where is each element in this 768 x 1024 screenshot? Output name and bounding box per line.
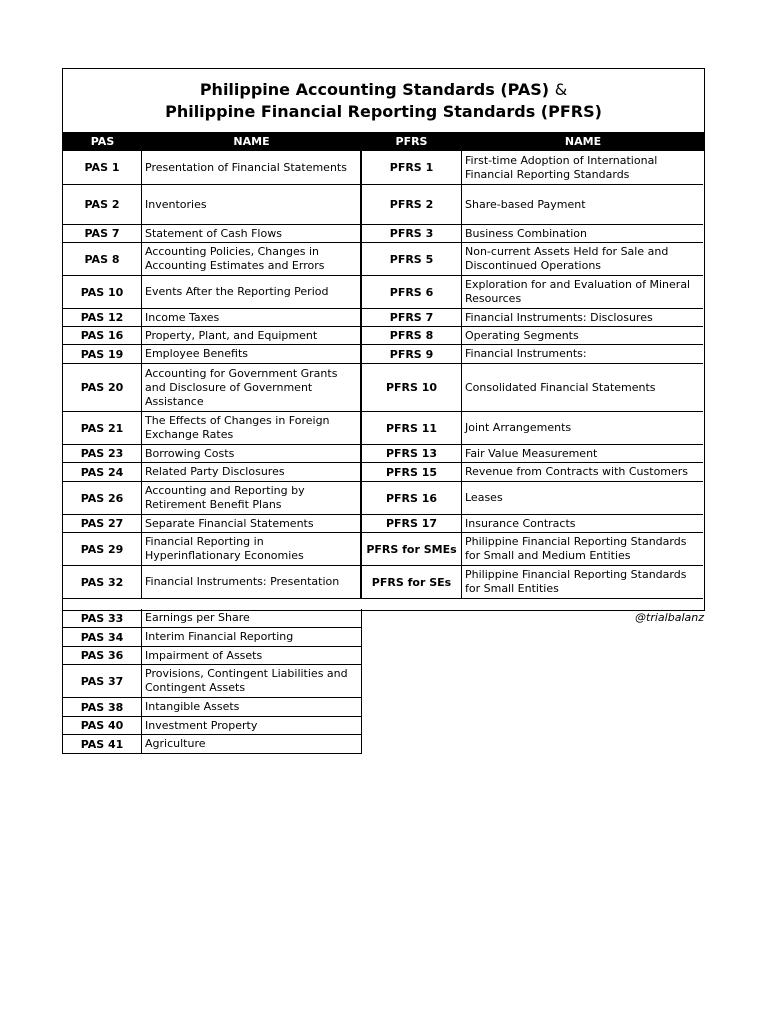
table-row <box>361 345 703 364</box>
pas-name: Investment Property <box>145 718 258 732</box>
pas-name: Agriculture <box>145 737 206 750</box>
pas-name: Financial Reporting in Hyperinflationary Economies <box>142 533 361 565</box>
table-row <box>63 609 361 628</box>
standards-table <box>62 68 705 611</box>
table-row <box>63 482 361 515</box>
table-row <box>63 515 361 533</box>
pas-code: PAS 36 <box>63 647 142 664</box>
pas-name: The Effects of Changes in Foreign Exchange Rates <box>142 412 361 444</box>
table-row <box>63 412 361 445</box>
table-row <box>361 185 703 225</box>
table-row <box>361 482 703 515</box>
table-row <box>361 364 703 412</box>
table-row <box>63 698 361 717</box>
table-row <box>63 717 361 735</box>
table-row <box>63 225 361 243</box>
table-row <box>63 665 361 698</box>
pas-name: Statement of Cash Flows <box>142 225 361 242</box>
pfrs-code: PFRS 6 <box>361 276 462 308</box>
pfrs-name: Financial Instruments: <box>465 347 587 360</box>
pas-code: PAS 33 <box>63 609 142 627</box>
pas-name: Inventories <box>142 185 361 224</box>
pfrs-name: Operating Segments <box>465 328 579 342</box>
header-pfrs-name: NAME <box>564 135 602 148</box>
pfrs-name: Philippine Financial Reporting Standards for Small and Medium Entities <box>465 535 687 562</box>
pfrs-name: Consolidated Financial Statements <box>465 380 656 394</box>
table-row <box>63 309 361 327</box>
pfrs-name: Fair Value Measurement <box>465 446 598 460</box>
pas-code: PAS 20 <box>63 364 142 411</box>
pas-code: PAS 16 <box>63 327 142 344</box>
table-row <box>63 445 361 463</box>
pfrs-code: PFRS 7 <box>361 309 462 326</box>
pas-name: Interim Financial Reporting <box>145 630 294 643</box>
pfrs-name: Revenue from Contracts with Customers <box>465 465 689 478</box>
pas-name: Provisions, Contingent Liabilities and Contingent Assets <box>145 667 348 694</box>
pas-name: Events After the Reporting Period <box>142 276 361 308</box>
pas-code: PAS 37 <box>63 665 142 697</box>
pas-code: PAS 27 <box>63 515 142 532</box>
pas-column <box>63 151 361 599</box>
pas-code: PAS 10 <box>63 276 142 308</box>
table-row <box>361 463 703 482</box>
table-row <box>63 647 361 665</box>
table-body <box>63 132 704 610</box>
table-row <box>63 243 361 276</box>
table-row <box>361 515 703 533</box>
table-row <box>63 364 361 412</box>
pfrs-name: Non-current Assets Held for Sale and Discontinued Operations <box>465 245 669 272</box>
pfrs-code: PFRS 16 <box>361 482 462 514</box>
pfrs-name: Philippine Financial Reporting Standards for Small Entities <box>465 568 687 595</box>
header-pas-name: NAME <box>233 135 270 148</box>
pas-code: PAS 32 <box>63 566 142 598</box>
header-row <box>63 132 704 151</box>
pas-name: Separate Financial Statements <box>142 515 361 532</box>
title-line-1 <box>63 79 704 101</box>
table-row <box>361 445 703 463</box>
table-row <box>361 225 703 243</box>
pfrs-name: Exploration for and Evaluation of Mineral Resources <box>465 278 691 305</box>
pas-code: PAS 29 <box>63 533 142 565</box>
table-row <box>63 735 361 754</box>
pfrs-column <box>361 151 703 599</box>
table-row <box>361 566 703 599</box>
pfrs-name: Financial Instruments: Disclosures <box>465 310 653 324</box>
pas-name: Earnings per Share <box>145 611 250 624</box>
pas-code: PAS 38 <box>63 698 142 716</box>
table-row <box>361 243 703 276</box>
header-pas: PAS <box>90 135 115 148</box>
pas-code: PAS 2 <box>63 185 142 224</box>
pas-code: PAS 7 <box>63 225 142 242</box>
pas-code: PAS 12 <box>63 309 142 326</box>
pfrs-code: PFRS 8 <box>361 327 462 344</box>
pas-code: PAS 40 <box>63 717 142 734</box>
table-row <box>63 533 361 566</box>
table-row <box>63 151 361 185</box>
pas-code: PAS 34 <box>63 628 142 646</box>
table-row <box>361 151 703 185</box>
pfrs-code: PFRS 2 <box>361 185 462 224</box>
pfrs-code: PFRS 13 <box>361 445 462 462</box>
pas-name: Impairment of Assets <box>145 648 263 662</box>
table-row <box>63 345 361 364</box>
table-row <box>63 276 361 309</box>
title-line-1-text: Philippine Accounting Standards (PAS) <box>199 80 550 99</box>
table-row <box>361 276 703 309</box>
credit-handle: @trialbalanz <box>635 611 704 624</box>
pfrs-code: PFRS 17 <box>361 515 462 532</box>
pas-column-continued <box>62 609 362 754</box>
pfrs-code: PFRS 5 <box>361 243 462 275</box>
pfrs-code: PFRS for SMEs <box>361 533 462 565</box>
pas-name: Accounting Policies, Changes in Accounting Estimates and Errors <box>142 243 361 275</box>
pfrs-name: Joint Arrangements <box>465 421 572 434</box>
pfrs-name: Share-based Payment <box>465 197 586 211</box>
pas-name: Property, Plant, and Equipment <box>142 327 361 344</box>
pas-code: PAS 23 <box>63 445 142 462</box>
table-row <box>361 309 703 327</box>
table-row <box>63 628 361 647</box>
pfrs-code: PFRS 10 <box>361 364 462 411</box>
pas-code: PAS 24 <box>63 463 142 481</box>
pas-name: Income Taxes <box>142 309 361 326</box>
table-row <box>63 463 361 482</box>
title-line-2: Philippine Financial Reporting Standards (PFRS) <box>165 102 602 121</box>
pfrs-name: Insurance Contracts <box>465 516 576 530</box>
pfrs-code: PFRS 3 <box>361 225 462 242</box>
pfrs-code: PFRS 1 <box>361 151 462 184</box>
table-row <box>361 533 703 566</box>
pas-code: PAS 19 <box>63 345 142 363</box>
pfrs-code: PFRS for SEs <box>361 566 462 598</box>
table-row <box>63 327 361 345</box>
table-row <box>63 566 361 599</box>
pfrs-code: PFRS 15 <box>361 463 462 481</box>
pas-name: Borrowing Costs <box>142 445 361 462</box>
pas-code: PAS 41 <box>63 735 142 753</box>
pfrs-name: Leases <box>465 491 503 504</box>
pfrs-name: First-time Adoption of International Financial Reporting Standards <box>465 153 658 181</box>
table-row <box>361 327 703 345</box>
pfrs-code: PFRS 9 <box>361 345 462 363</box>
pas-name: Presentation of Financial Statements <box>142 151 361 184</box>
pfrs-code: PFRS 11 <box>361 412 462 444</box>
pas-code: PAS 21 <box>63 412 142 444</box>
pas-code: PAS 8 <box>63 243 142 275</box>
title-ampersand: & <box>554 80 568 99</box>
pas-name: Intangible Assets <box>145 700 240 713</box>
pas-name: Accounting for Government Grants and Disclosure of Government Assistance <box>142 364 361 411</box>
pas-name: Related Party Disclosures <box>142 463 361 481</box>
table-row <box>63 185 361 225</box>
page-title <box>63 69 704 132</box>
pas-code: PAS 1 <box>63 151 142 184</box>
header-pfrs: PFRS <box>395 135 428 148</box>
pas-code: PAS 26 <box>63 482 142 514</box>
pfrs-name: Business Combination <box>465 226 587 240</box>
table-row <box>361 412 703 445</box>
pas-name: Employee Benefits <box>142 345 361 363</box>
pas-name: Accounting and Reporting by Retirement Benefit Plans <box>142 482 361 514</box>
pas-name: Financial Instruments: Presentation <box>142 566 361 598</box>
